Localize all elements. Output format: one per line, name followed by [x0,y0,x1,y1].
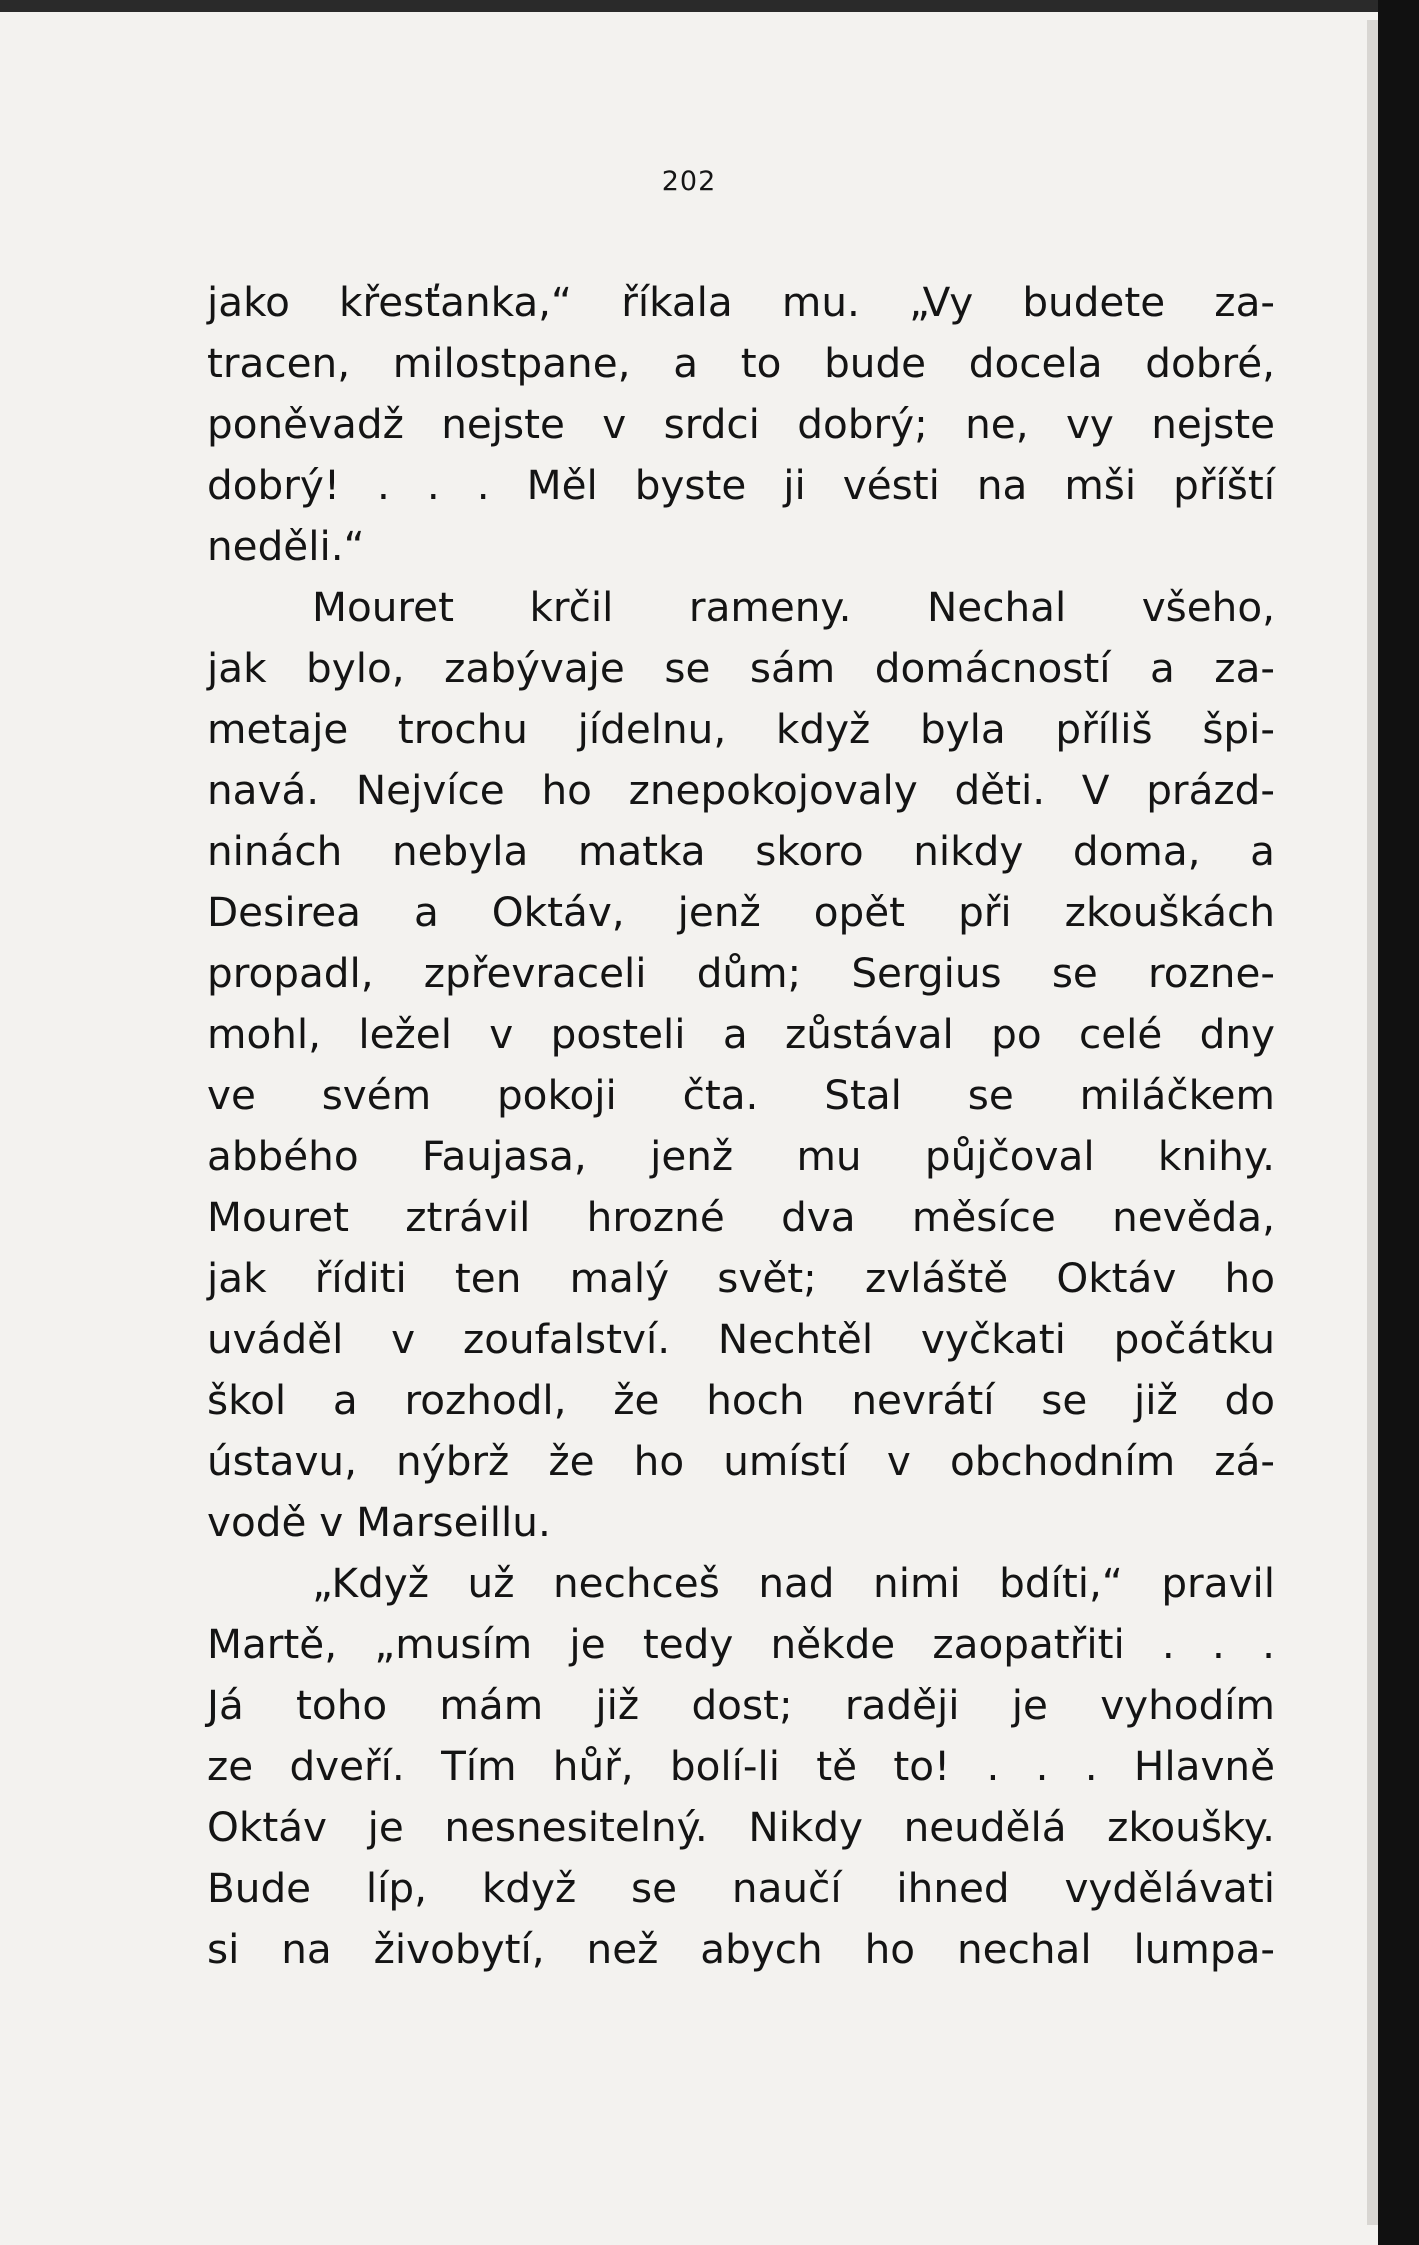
text-line: jak bylo, zabývaje se sám domácností a za- [207,644,1275,692]
page-right-margin-strip [1367,20,1378,2225]
text-line: Mouret ztrávil hrozné dva měsíce nevěda, [207,1193,1275,1241]
text-line: jak říditi ten malý svět; zvláště Oktáv ho [207,1254,1275,1302]
text-line: Mouret krčil rameny. Nechal všeho, [312,583,1275,631]
text-line: tracen, milostpane, a to bude docela dobré, [207,339,1275,387]
text-line: škol a rozhodl, že hoch nevrátí se již do [207,1376,1275,1424]
text-line: si na živobytí, než abych ho nechal lumpa- [207,1925,1275,1973]
text-line: Oktáv je nesnesitelný. Nikdy neudělá zkoušky. [207,1803,1275,1851]
text-line: Martě, „musím je tedy někde zaopatřiti . . . [207,1620,1275,1668]
text-line: metaje trochu jídelnu, když byla příliš špi- [207,705,1275,753]
text-line: ninách nebyla matka skoro nikdy doma, a [207,827,1275,875]
text-line: jako křesťanka,“ říkala mu. „Vy budete za- [207,278,1275,326]
body-text [207,272,1275,1980]
text-line: dobrý! . . . Měl byste ji vésti na mši příští [207,461,1275,509]
text-line: vodě v Marseillu. [207,1498,551,1546]
text-line: ve svém pokoji čta. Stal se miláčkem [207,1071,1275,1119]
text-line: abbého Faujasa, jenž mu půjčoval knihy. [207,1132,1275,1180]
text-line: Já toho mám již dost; raději je vyhodím [207,1681,1275,1729]
text-line: mohl, ležel v posteli a zůstával po celé dny [207,1010,1275,1058]
text-line: navá. Nejvíce ho znepokojovaly děti. V prázd- [207,766,1275,814]
page-number: 202 [661,166,717,197]
text-line: neděli.“ [207,522,365,570]
page-top-edge [0,0,1378,12]
text-line: Bude líp, když se naučí ihned vydělávati [207,1864,1275,1912]
text-line: propadl, zpřevraceli dům; Sergius se rozne- [207,949,1275,997]
page-right-edge [1378,0,1419,2245]
text-line: Desirea a Oktáv, jenž opět při zkouškách [207,888,1275,936]
text-line: „Když už nechceš nad nimi bdíti,“ pravil [312,1559,1275,1607]
text-line: uváděl v zoufalství. Nechtěl vyčkati počátku [207,1315,1275,1363]
text-line: ústavu, nýbrž že ho umístí v obchodním zá- [207,1437,1275,1485]
text-line: poněvadž nejste v srdci dobrý; ne, vy nejste [207,400,1275,448]
text-line: ze dveří. Tím hůř, bolí-li tě to! . . . Hlavně [207,1742,1275,1790]
